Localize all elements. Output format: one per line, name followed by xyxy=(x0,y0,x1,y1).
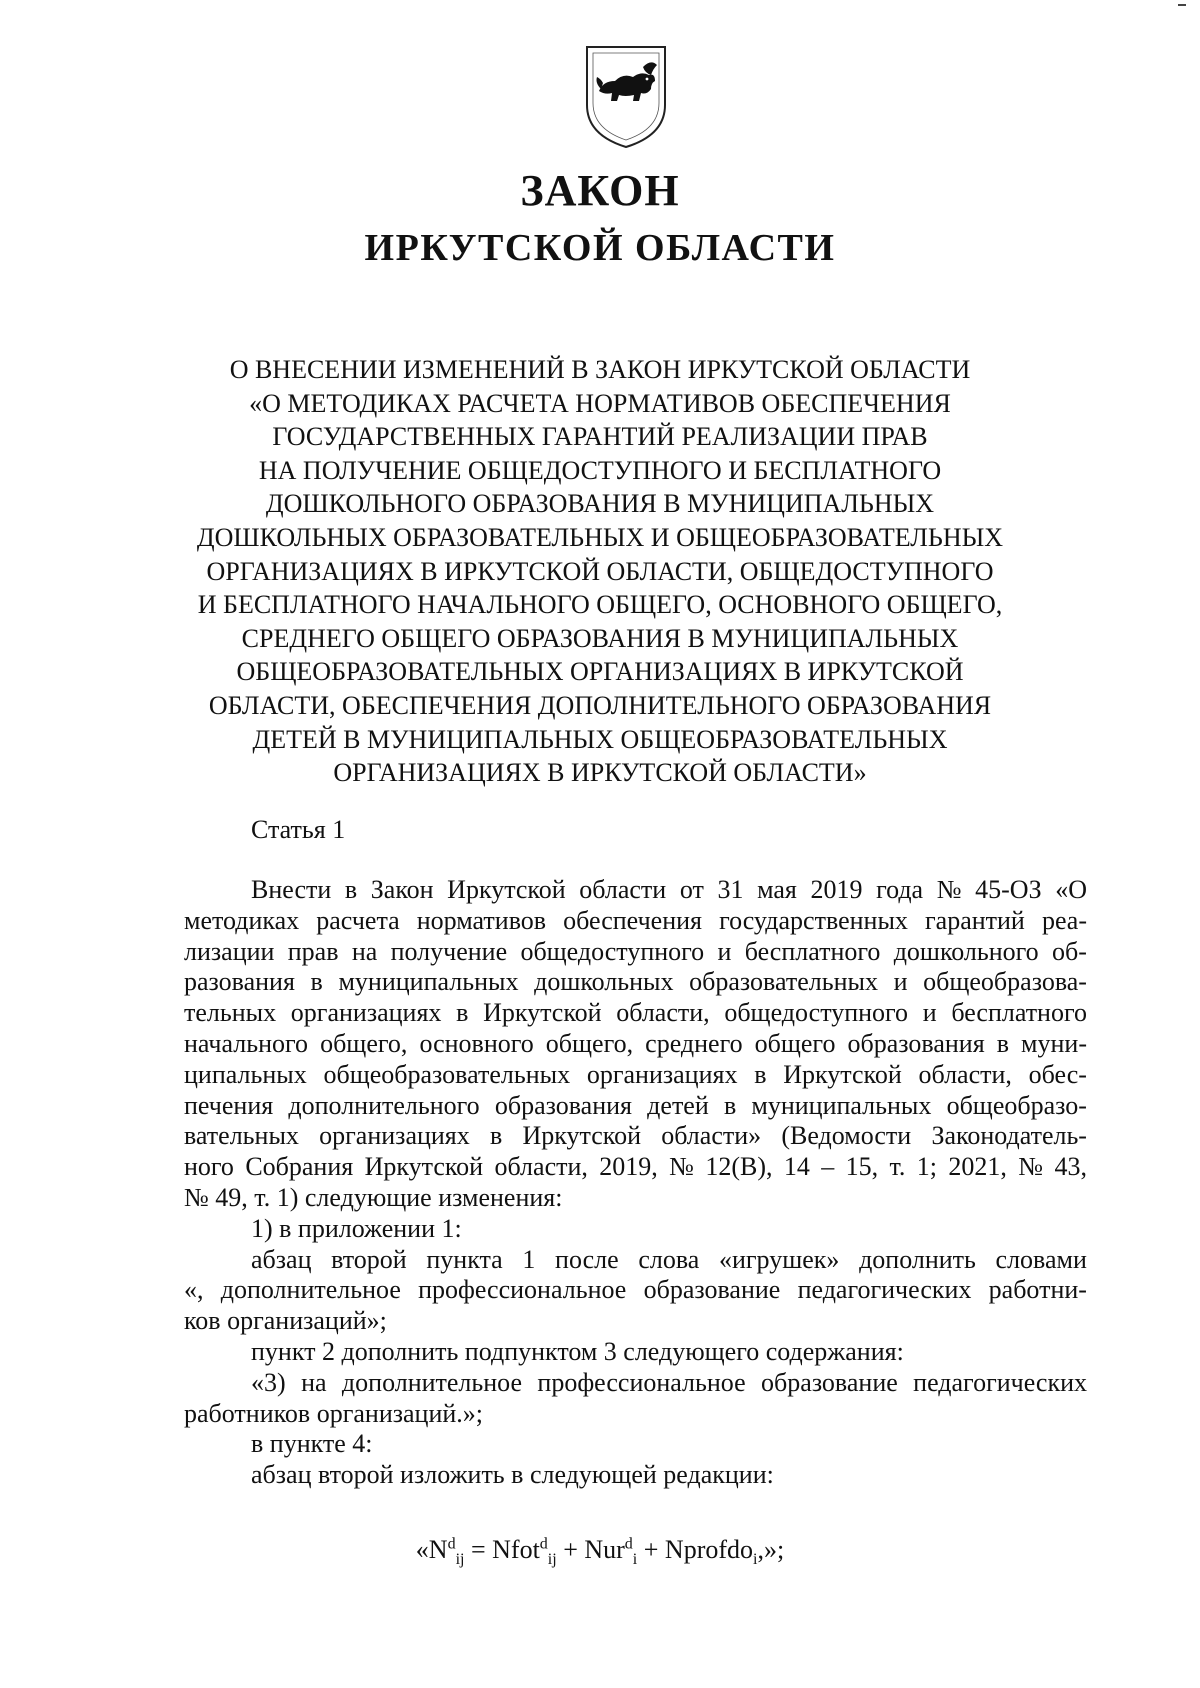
formula-sub: ij xyxy=(455,1551,465,1569)
body-line: Внести в Закон Иркутской области от 31 мая 2019 года № 45-ОЗ «О xyxy=(251,875,1087,904)
coat-of-arms-icon xyxy=(581,43,671,151)
body-line: лизации прав на получение общедоступного и бесплатного дошкольного об- xyxy=(184,936,1087,966)
formula-sup: d xyxy=(624,1535,633,1553)
heading-line: ОРГАНИЗАЦИЯХ В ИРКУТСКОЙ ОБЛАСТИ, ОБЩЕДОСТУПНОГО xyxy=(206,556,994,586)
heading-line: ОРГАНИЗАЦИЯХ В ИРКУТСКОЙ ОБЛАСТИ» xyxy=(333,758,867,788)
body-line: «, дополнительное профессиональное образование педагогических работни- xyxy=(184,1275,1087,1305)
formula-part: = Nfot xyxy=(464,1535,540,1564)
body-line: абзац второй изложить в следующей редакции: xyxy=(251,1460,774,1490)
body-line: «3) на дополнительное профессиональное образование педагогических xyxy=(251,1367,1087,1397)
body-line: печения дополнительного образования детей в муниципальных общеобразо- xyxy=(184,1090,1087,1120)
body-line: 1) в приложении 1: xyxy=(251,1213,462,1243)
law-heading xyxy=(150,353,1050,790)
formula-part: + Nur xyxy=(556,1535,625,1564)
formula-sub: ij xyxy=(547,1551,557,1569)
heading-line: И БЕСПЛАТНОГО НАЧАЛЬНОГО ОБЩЕГО, ОСНОВНОГО ОБЩЕГО, xyxy=(197,590,1003,620)
body-line: пункт 2 дополнить подпунктом 3 следующего содержания: xyxy=(251,1336,904,1366)
formula xyxy=(0,1535,1200,1569)
formula-part: + Nprofdo xyxy=(637,1535,754,1564)
formula-sub: i xyxy=(753,1551,758,1569)
article-body xyxy=(184,875,1087,1491)
heading-line: ОБЛАСТИ, ОБЕСПЕЧЕНИЯ ДОПОЛНИТЕЛЬНОГО ОБРАЗОВАНИЯ xyxy=(208,690,992,720)
document-title: ЗАКОН xyxy=(520,166,680,215)
body-line: № 49, т. 1) следующие изменения: xyxy=(184,1182,563,1212)
body-line: тельных организациях в Иркутской области, общедоступного и бесплатного xyxy=(184,998,1087,1028)
body-line: начального общего, основного общего, среднего общего образования в муни- xyxy=(184,1028,1087,1058)
formula-sup: d xyxy=(447,1535,456,1553)
heading-line: ГОСУДАРСТВЕННЫХ ГАРАНТИЙ РЕАЛИЗАЦИИ ПРАВ xyxy=(272,422,928,452)
heading-line: О ВНЕСЕНИИ ИЗМЕНЕНИЙ В ЗАКОН ИРКУТСКОЙ ОБЛАСТИ xyxy=(229,355,971,384)
body-line: ков организаций»; xyxy=(184,1306,387,1336)
heading-line: НА ПОЛУЧЕНИЕ ОБЩЕДОСТУПНОГО И БЕСПЛАТНОГО xyxy=(258,455,942,485)
body-line: вательных организациях в Иркутской области» (Ведомости Законодатель- xyxy=(184,1121,1087,1151)
body-line: в пункте 4: xyxy=(251,1429,373,1459)
scan-mark xyxy=(1178,4,1186,6)
formula-sub: i xyxy=(632,1551,638,1569)
formula-part: «N xyxy=(415,1535,448,1564)
body-line: ципальных общеобразовательных организациях в Иркутской области, обес- xyxy=(184,1059,1087,1089)
formula-sup: d xyxy=(539,1535,548,1553)
body-line: работников организаций.»; xyxy=(184,1398,484,1428)
heading-line: ДОШКОЛЬНЫХ ОБРАЗОВАТЕЛЬНЫХ И ОБЩЕОБРАЗОВАТЕЛЬНЫХ xyxy=(196,522,1004,552)
heading-line: СРЕДНЕГО ОБЩЕГО ОБРАЗОВАНИЯ В МУНИЦИПАЛЬНЫХ xyxy=(241,623,959,653)
formula-part: ,»; xyxy=(757,1535,785,1564)
body-line: ного Собрания Иркутской области, 2019, № 12(В), 14 – 15, т. 1; 2021, № 43, xyxy=(184,1152,1087,1182)
heading-line: «О МЕТОДИКАХ РАСЧЕТА НОРМАТИВОВ ОБЕСПЕЧЕНИЯ xyxy=(249,388,951,418)
body-line: разования в муниципальных дошкольных образовательных и общеобразова- xyxy=(184,967,1087,997)
document-subtitle: ИРКУТСКОЙ ОБЛАСТИ xyxy=(364,227,836,269)
body-line: методиках расчета нормативов обеспечения государственных гарантий реа- xyxy=(184,905,1087,935)
body-line: абзац второй пункта 1 после слова «игрушек» дополнить словами xyxy=(251,1244,1087,1274)
article-label: Статья 1 xyxy=(251,815,346,844)
heading-line: ДЕТЕЙ В МУНИЦИПАЛЬНЫХ ОБЩЕОБРАЗОВАТЕЛЬНЫХ xyxy=(252,724,948,754)
heading-line: ДОШКОЛЬНОГО ОБРАЗОВАНИЯ В МУНИЦИПАЛЬНЫХ xyxy=(265,489,935,519)
heading-line: ОБЩЕОБРАЗОВАТЕЛЬНЫХ ОРГАНИЗАЦИЯХ В ИРКУТСКОЙ xyxy=(236,657,964,687)
